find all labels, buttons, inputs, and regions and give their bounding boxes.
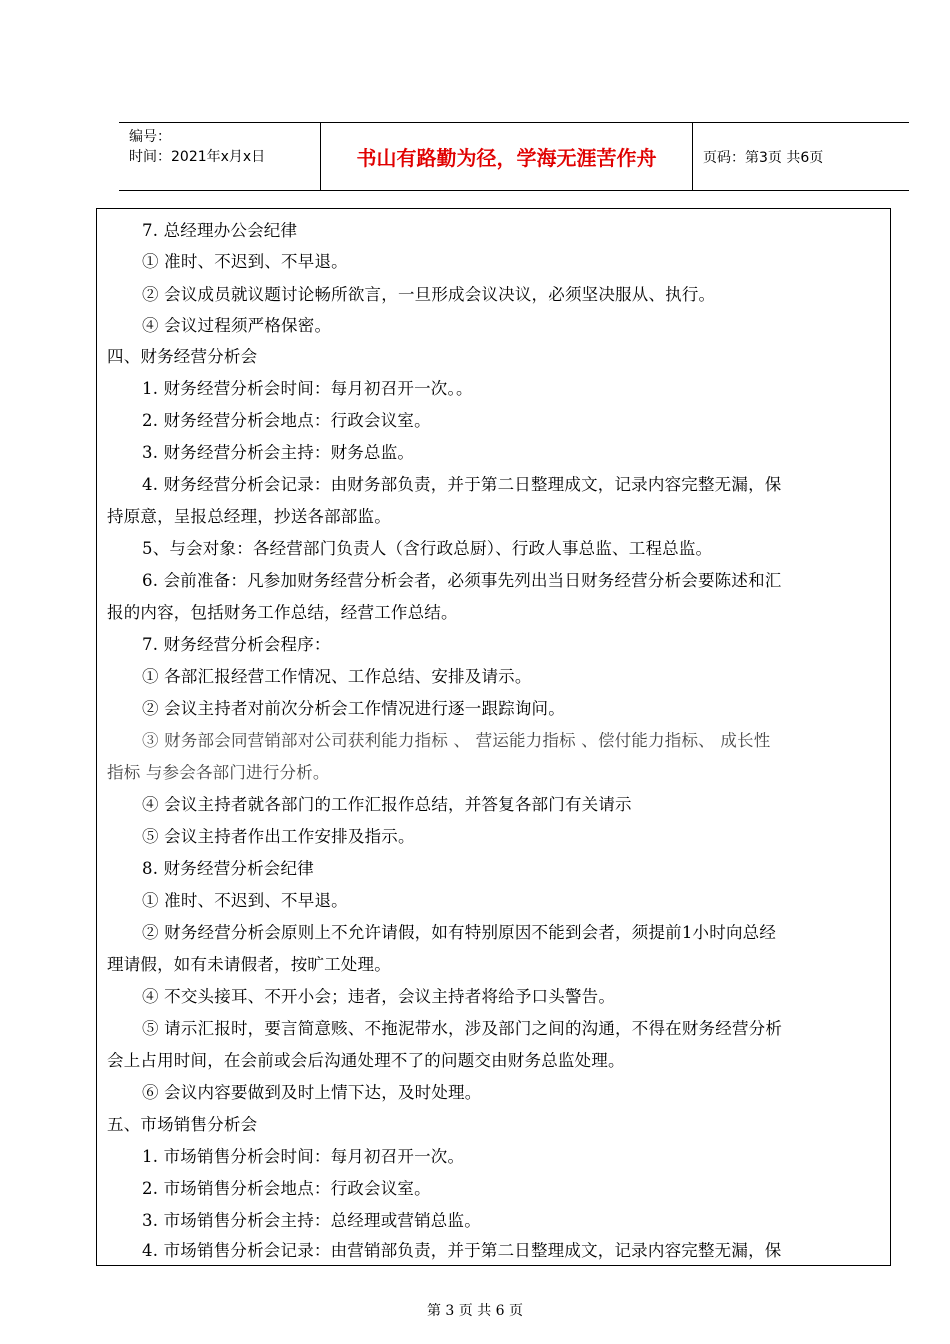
- text-line: 3. 市场销售分析会主持：总经理或营销总监。: [142, 1211, 481, 1230]
- text-line: 指标 与参会各部门进行分析。: [107, 763, 330, 782]
- header-motto: 书山有路勤为径，学海无涯苦作舟: [356, 146, 657, 170]
- text-line: 7. 财务经营分析会程序：: [142, 635, 331, 654]
- text-line: ⑥ 会议内容要做到及时上情下达，及时处理。: [142, 1083, 482, 1102]
- content-box: [96, 208, 891, 1266]
- text-line: ② 会议主持者对前次分析会工作情况进行逐一跟踪询问。: [142, 699, 565, 718]
- number-label: 编号：: [129, 129, 171, 145]
- text-line: ② 财务经营分析会原则上不允许请假，如有特别原因不能到会者，须提前1小时向总经: [142, 923, 777, 942]
- text-line: 7. 总经理办公会纪律: [142, 221, 298, 240]
- text-line: ④ 会议主持者就各部门的工作汇报作总结，并答复各部门有关请示: [142, 795, 632, 814]
- text-line: 2. 市场销售分析会地点：行政会议室。: [142, 1179, 431, 1198]
- text-line: ④ 不交头接耳、不开小会；违者，会议主持者将给予口头警告。: [142, 987, 616, 1006]
- text-line: ⑤ 请示汇报时，要言简意赅、不拖泥带水，涉及部门之间的沟通，不得在财务经营分析: [142, 1019, 783, 1038]
- text-line: ⑤ 会议主持者作出工作安排及指示。: [142, 827, 415, 846]
- text-line: 报的内容，包括财务工作总结，经营工作总结。: [107, 603, 458, 622]
- header-divider: [692, 123, 693, 190]
- text-line: 3. 财务经营分析会主持：财务总监。: [142, 443, 415, 462]
- text-line: ③ 财务部会同营销部对公司获利能力指标 、 营运能力指标 、偿付能力指标、 成长性: [142, 731, 771, 750]
- text-line: 6. 会前准备：凡参加财务经营分析会者，必须事先列出当日财务经营分析会要陈述和汇: [142, 571, 782, 590]
- document-header: [119, 122, 909, 191]
- section-heading: 四、财务经营分析会: [107, 347, 258, 366]
- text-line: 5、与会对象：各经营部门负责人（含行政总厨）、行政人事总监、工程总监。: [142, 539, 713, 558]
- text-line: ④ 会议过程须严格保密。: [142, 316, 332, 335]
- time-label: 时间：2021年x月x日: [129, 149, 266, 165]
- page-footer: 第 3 页 共 6 页: [426, 1303, 524, 1319]
- text-line: 持原意，呈报总经理，抄送各部部监。: [107, 507, 391, 526]
- section-heading: 五、市场销售分析会: [107, 1115, 258, 1134]
- header-meta: [129, 127, 265, 167]
- text-line: 会上占用时间，在会前或会后沟通处理不了的问题交由财务总监处理。: [107, 1051, 625, 1070]
- text-line: 理请假，如有未请假者，按旷工处理。: [107, 955, 391, 974]
- text-line: ② 会议成员就议题讨论畅所欲言，一旦形成会议决议，必须坚决服从、执行。: [142, 285, 716, 304]
- text-line: ① 准时、不迟到、不早退。: [142, 252, 348, 271]
- text-line: 4. 财务经营分析会记录：由财务部负责，并于第二日整理成文，记录内容完整无漏，保: [142, 475, 782, 494]
- text-line: 1. 市场销售分析会时间：每月初召开一次。: [142, 1147, 465, 1166]
- text-line: 8. 财务经营分析会纪律: [142, 859, 314, 878]
- text-line: 4. 市场销售分析会记录：由营销部负责，并于第二日整理成文，记录内容完整无漏，保: [142, 1241, 782, 1260]
- text-line: 2. 财务经营分析会地点：行政会议室。: [142, 411, 431, 430]
- text-line: ① 准时、不迟到、不早退。: [142, 891, 348, 910]
- text-line: ① 各部汇报经营工作情况、工作总结、安排及请示。: [142, 667, 532, 686]
- header-page-info: 页码：第3页 共6页: [703, 149, 824, 166]
- text-line: 1. 财务经营分析会时间：每月初召开一次。。: [142, 379, 473, 398]
